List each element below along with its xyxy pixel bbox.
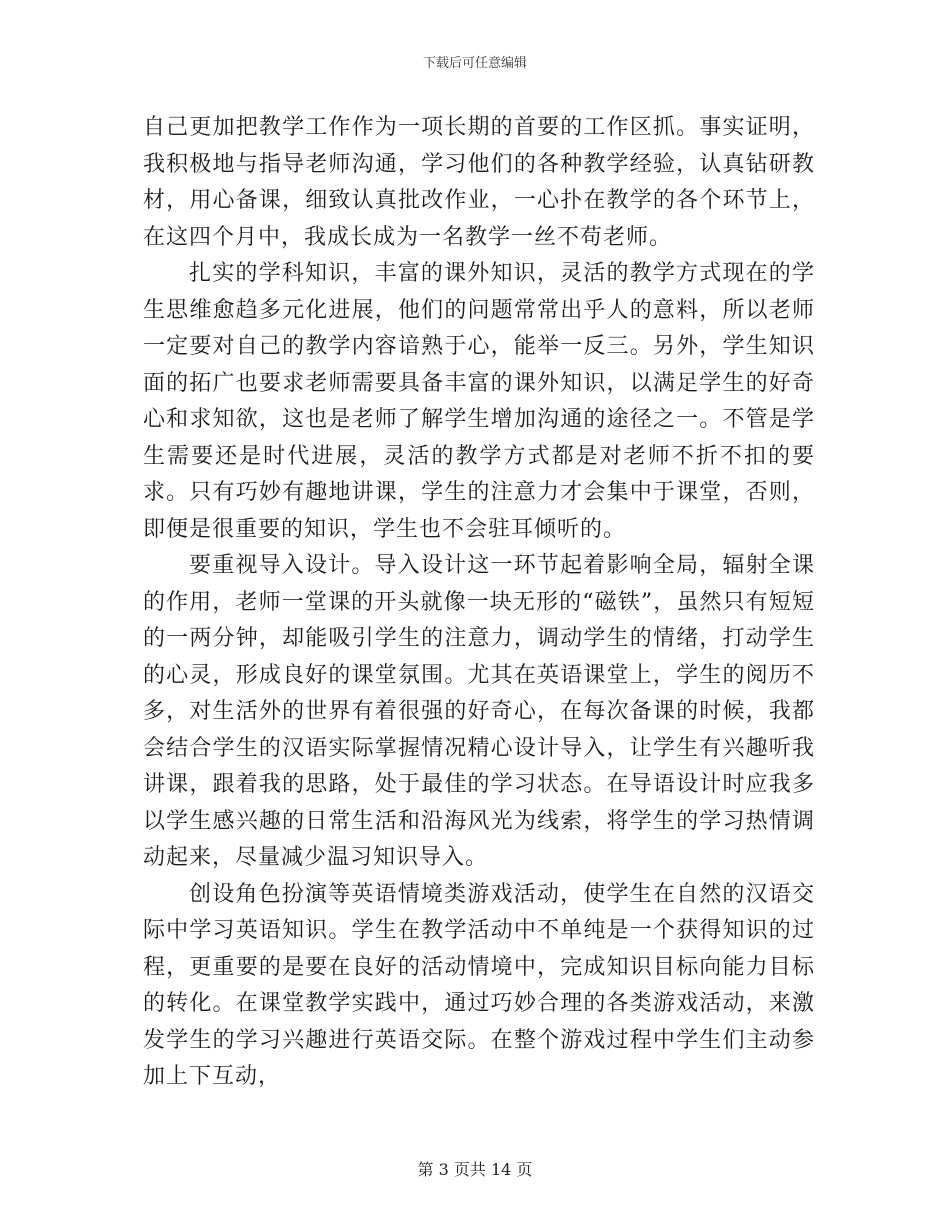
- page-header: 下载后可任意编辑: [422, 56, 527, 71]
- paragraph-4: 创设角色扮演等英语情境类游戏活动，使学生在自然的汉语交际中学习英语知识。学生在教学活动中不单纯是一个获得知识的过程，更重要的是要在良好的活动情境中，完成知识目标向能力目标的转化。在课堂教学实践中，通过巧妙合理的各类游戏活动，来激发学生的学习兴趣进行英语交际。在整个游戏过程中学生们主动参加上下互动，: [143, 881, 815, 1089]
- paragraph-3: 要重视导入设计。导入设计这一环节起着影响全局，辐射全课的作用，老师一堂课的开头就像一块无形的“磁铁”，虽然只有短短的一两分钟，却能吸引学生的注意力，调动学生的情绪，打动学生的心灵，形成良好的课堂氛围。尤其在英语课堂上，学生的阅历不多，对生活外的世界有着很强的好奇心，在每次备课的时候，我都会结合学生的汉语实际掌握情况精心设计导入，让学生有兴趣听我讲课，跟着我的思路，处于最佳的学习状态。在导语设计时应我多以学生感兴趣的日常生活和沿海风光为线索，将学生的学习热情调动起来，尽量减少温习知识导入。: [143, 553, 815, 870]
- paragraph-1: 自己更加把教学工作作为一项长期的首要的工作区抓。事实证明，我积极地与指导老师沟通，学习他们的各种教学经验，认真钻研教材，用心备课，细致认真批改作业，一心扑在教学的各个环节上，在这四个月中，我成长成为一名教学一丝不苟老师。: [143, 115, 815, 250]
- paragraph-2: 扎实的学科知识，丰富的课外知识，灵活的教学方式现在的学生思维愈趋多元化进展，他们的问题常常出乎人的意料，所以老师一定要对自己的教学内容谙熟于心，能举一反三。另外，学生知识面的拓广也要求老师需要具备丰富的课外知识，以满足学生的好奇心和求知欲，这也是老师了解学生增加沟通的途径之一。不管是学生需要还是时代进展，灵活的教学方式都是对老师不折不扣的要求。只有巧妙有趣地讲课，学生的注意力才会集中于课堂，否则，即便是很重要的知识，学生也不会驻耳倾听的。: [143, 261, 815, 542]
- document-body: [143, 110, 815, 1096]
- page-number: 第 3 页共 14 页: [417, 1160, 533, 1179]
